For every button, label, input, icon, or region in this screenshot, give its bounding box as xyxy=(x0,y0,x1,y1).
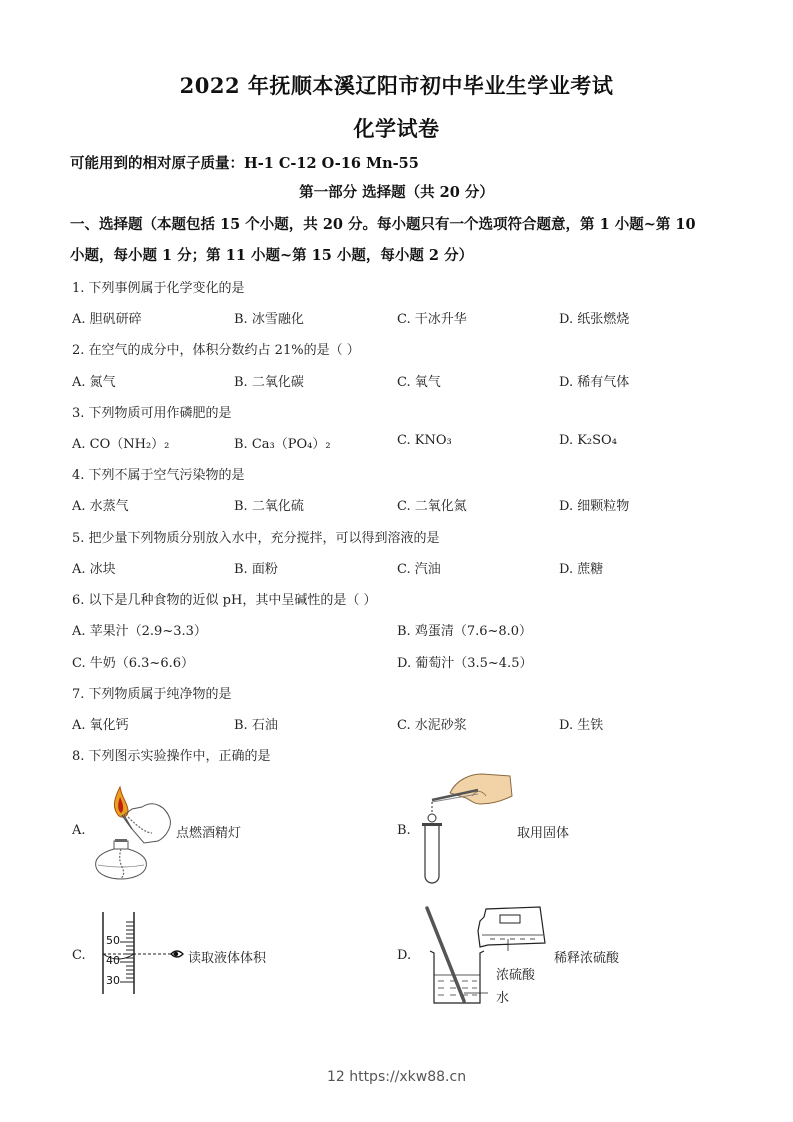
question-8-stem: 8. 下列图示实验操作中，正确的是 xyxy=(72,749,271,764)
question-5-option-d[interactable]: D. 蔗糖 xyxy=(559,562,604,577)
question-7-option-c[interactable]: C. 水泥砂浆 xyxy=(397,718,467,733)
question-4-option-c[interactable]: C. 二氧化氮 xyxy=(397,499,467,514)
question-5-option-a[interactable]: A. 冰块 xyxy=(72,562,116,577)
question-4-option-a[interactable]: A. 水蒸气 xyxy=(72,499,129,514)
cylinder-tick-40: 40 xyxy=(106,954,120,967)
figure-c-caption: 读取液体体积 xyxy=(188,951,267,966)
question-8-option-b[interactable]: B. xyxy=(397,823,411,838)
question-5-stem: 5. 把少量下列物质分别放入水中，充分搅拌，可以得到溶液的是 xyxy=(72,531,440,546)
part-heading: 第一部分 选择题（共 20 分） xyxy=(299,184,494,201)
question-1-option-a[interactable]: A. 胆矾研碎 xyxy=(72,312,142,327)
section-instructions-line1: 一、选择题（本题包括 15 个小题，共 20 分。每小题只有一个选项符合题意，第 1 小题~第 10 xyxy=(70,216,696,233)
question-4-option-b[interactable]: B. 二氧化硫 xyxy=(234,499,304,514)
question-3-stem: 3. 下列物质可用作磷肥的是 xyxy=(72,406,232,421)
question-8-option-a[interactable]: A. xyxy=(72,823,86,838)
tweezers-test-tube-icon xyxy=(420,768,520,888)
question-6-option-a[interactable]: A. 苹果汁（2.9~3.3） xyxy=(72,624,207,639)
exam-title: 2022 年抚顺本溪辽阳市初中毕业生学业考试 xyxy=(179,73,614,98)
question-2-stem: 2. 在空气的成分中，体积分数约占 21%的是（ ） xyxy=(72,343,360,358)
question-5-option-c[interactable]: C. 汽油 xyxy=(397,562,441,577)
atomic-masses: 可能用到的相对原子质量：H-1 C-12 O-16 Mn-55 xyxy=(70,155,419,172)
dilute-sulfuric-acid-icon xyxy=(420,905,550,1010)
question-8-option-c[interactable]: C. xyxy=(72,948,86,963)
cylinder-tick-50: 50 xyxy=(106,934,120,947)
section-instructions-line2: 小题，每小题 1 分；第 11 小题~第 15 小题，每小题 2 分） xyxy=(70,247,474,264)
question-6-option-d[interactable]: D. 葡萄汁（3.5~4.5） xyxy=(397,656,533,671)
question-7-option-b[interactable]: B. 石油 xyxy=(234,718,278,733)
figure-d-caption: 稀释浓硫酸 xyxy=(554,951,620,966)
question-1-option-d[interactable]: D. 纸张燃烧 xyxy=(559,312,630,327)
question-7-option-d[interactable]: D. 生铁 xyxy=(559,718,604,733)
question-2-option-c[interactable]: C. 氧气 xyxy=(397,375,441,390)
eye-icon xyxy=(170,948,184,960)
question-1-stem: 1. 下列事例属于化学变化的是 xyxy=(72,281,245,296)
question-7-stem: 7. 下列物质属于纯净物的是 xyxy=(72,687,232,702)
figure-b-caption: 取用固体 xyxy=(517,826,570,841)
question-3-option-a[interactable]: A. CO（NH₂）₂ xyxy=(72,437,170,452)
figure-a-caption: 点燃酒精灯 xyxy=(176,826,242,841)
exam-subtitle: 化学试卷 xyxy=(353,116,440,141)
question-6-option-c[interactable]: C. 牛奶（6.3~6.6） xyxy=(72,656,194,671)
water-label: 水 xyxy=(496,991,510,1006)
question-1-option-c[interactable]: C. 干冰升华 xyxy=(397,312,467,327)
question-3-option-d[interactable]: D. K₂SO₄ xyxy=(559,433,617,448)
question-3-option-c[interactable]: C. KNO₃ xyxy=(397,433,452,448)
cylinder-tick-30: 30 xyxy=(106,974,120,987)
question-7-option-a[interactable]: A. 氧化钙 xyxy=(72,718,129,733)
question-6-stem: 6. 以下是几种食物的近似 pH，其中呈碱性的是（ ） xyxy=(72,593,377,608)
question-5-option-b[interactable]: B. 面粉 xyxy=(234,562,278,577)
question-4-option-d[interactable]: D. 细颗粒物 xyxy=(559,499,630,514)
acid-label: 浓硫酸 xyxy=(496,968,536,983)
question-2-option-b[interactable]: B. 二氧化碳 xyxy=(234,375,304,390)
question-2-option-d[interactable]: D. 稀有气体 xyxy=(559,375,630,390)
question-8-option-d[interactable]: D. xyxy=(397,948,412,963)
question-6-option-b[interactable]: B. 鸡蛋清（7.6~8.0） xyxy=(397,624,533,639)
alcohol-lamp-lighting-icon xyxy=(92,785,172,885)
question-4-stem: 4. 下列不属于空气污染物的是 xyxy=(72,468,245,483)
question-1-option-b[interactable]: B. 冰雪融化 xyxy=(234,312,304,327)
page-footer[interactable]: 12 https://xkw88.cn xyxy=(326,1069,467,1085)
question-2-option-a[interactable]: A. 氮气 xyxy=(72,375,116,390)
question-3-option-b[interactable]: B. Ca₃（PO₄）₂ xyxy=(234,437,331,452)
